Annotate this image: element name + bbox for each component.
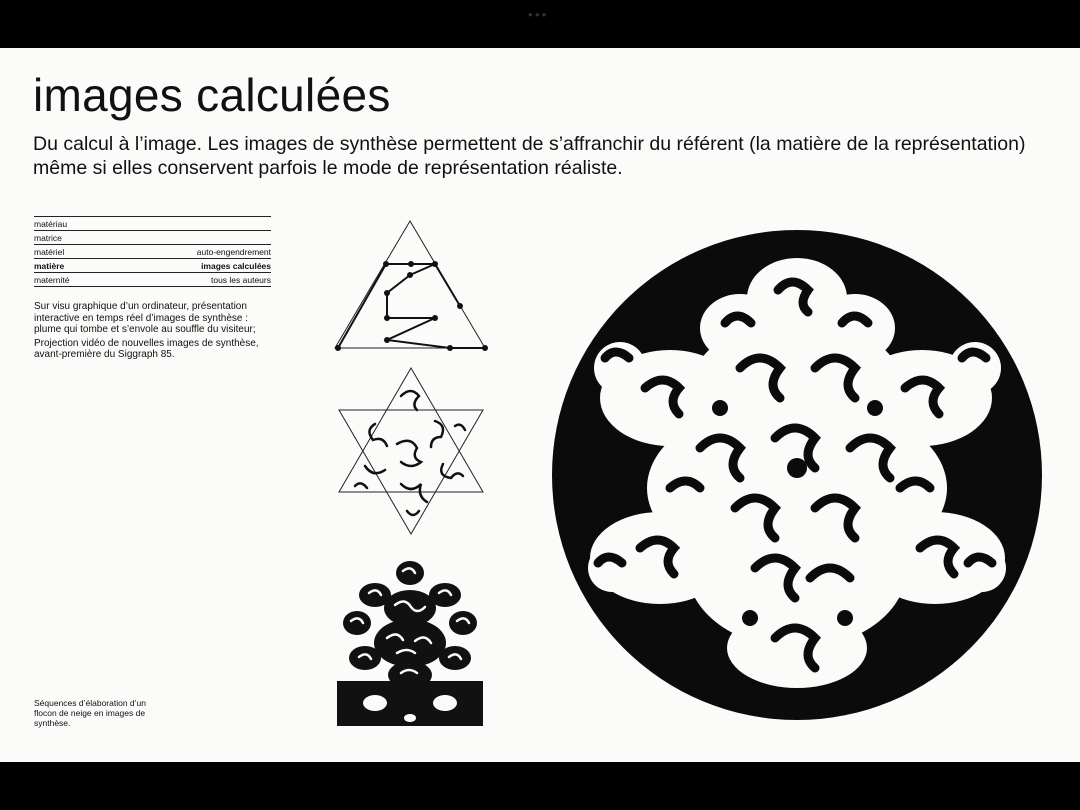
star-sequence-figure xyxy=(335,366,487,536)
table-row xyxy=(34,245,271,259)
lead-paragraph: Du calcul à l’image. Les images de synthèse permettent de s’affranchir du référent (la matière de la représentation) même si elles conservent parfois le mode de représentation réaliste. xyxy=(33,133,1026,179)
row-label: maternité xyxy=(34,275,70,285)
description-paragraph: Projection vidéo de nouvelles images de synthèse, avant-première du Siggraph 85. xyxy=(34,337,259,360)
bottom-bar xyxy=(0,762,1080,810)
document-page xyxy=(0,48,1080,762)
description xyxy=(34,301,274,363)
top-bar xyxy=(0,0,1080,48)
table-row xyxy=(34,231,271,245)
fractal-sequence-figure xyxy=(335,553,485,728)
page-title: images calculées xyxy=(33,69,391,121)
row-label: matrice xyxy=(34,233,62,243)
row-label: matière xyxy=(34,261,65,271)
description-paragraph: Sur visu graphique d’un ordinateur, présentation interactive en temps réel d’images de synthèse : plume qui tombe et s’envole au souffle du visiteur; xyxy=(34,301,256,335)
triangle-sequence-figure xyxy=(330,218,490,358)
table-row xyxy=(34,217,271,231)
row-label: matériau xyxy=(34,219,68,229)
row-value: images calculées xyxy=(201,261,271,271)
row-value: auto-engendrement xyxy=(196,247,271,257)
snowflake-fractal-image xyxy=(550,228,1045,723)
table-row-highlighted xyxy=(34,259,271,273)
page-indicator-dots: ●●● xyxy=(528,10,549,19)
materials-table xyxy=(34,216,271,287)
figure-caption: Séquences d’élaboration d’un flocon de neige en images de synthèse. xyxy=(34,698,147,728)
row-label: matériel xyxy=(34,247,65,257)
table-row xyxy=(34,273,271,287)
row-value: tous les auteurs xyxy=(210,275,271,285)
